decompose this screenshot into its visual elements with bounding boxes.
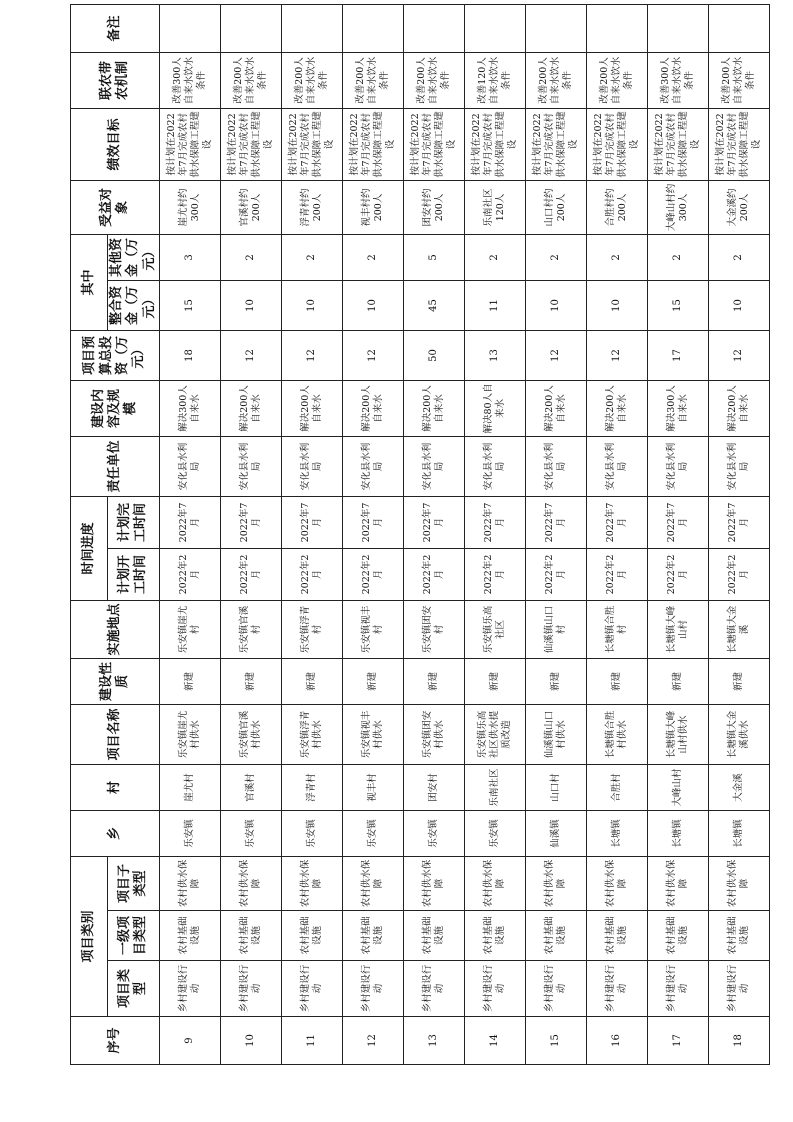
cell-beneficiary: 崖尤村约300人 (159, 180, 220, 234)
cell-content: 解决200人自来水 (525, 380, 586, 436)
cell-goal: 按计划在2022年7月完成农村供水保障工程建设 (647, 108, 708, 180)
cell-unit: 安化县水利局 (220, 436, 281, 496)
cell-remark (525, 4, 586, 52)
cell-mechanism: 改善200人自来水饮水条件 (586, 52, 647, 108)
header-level1: 一级项目类型 (108, 911, 160, 961)
cell-budget: 18 (159, 330, 220, 380)
cell-type: 乡村建设行动 (586, 961, 647, 1017)
cell-name: 长塘镇大金溪供水 (708, 704, 769, 764)
header-nature: 建设性质 (71, 658, 160, 704)
cell-budget: 12 (220, 330, 281, 380)
cell-remark (403, 4, 464, 52)
header-location: 实施地点 (71, 600, 160, 658)
cell-township: 乐安镇 (464, 810, 525, 856)
cell-type: 乡村建设行动 (647, 961, 708, 1017)
header-category: 项目类别 (71, 856, 108, 1016)
cell-goal: 按计划在2022年7月完成农村供水保障工程建设 (403, 108, 464, 180)
cell-type: 乡村建设行动 (342, 961, 403, 1017)
cell-mechanism: 改善200人自来水饮水条件 (708, 52, 769, 108)
cell-name: 乐安镇官溪村供水 (220, 704, 281, 764)
cell-subtype: 农村供水保障 (403, 856, 464, 910)
cell-remark (464, 4, 525, 52)
cell-mechanism: 改善200人自来水饮水条件 (281, 52, 342, 108)
cell-location: 乐安镇官溪村 (220, 600, 281, 658)
cell-integrated: 10 (525, 280, 586, 330)
table-row (464, 4, 525, 1064)
cell-integrated: 11 (464, 280, 525, 330)
header-among: 其中 (71, 234, 108, 330)
cell-integrated: 10 (586, 280, 647, 330)
cell-location: 乐安镇崖尤村 (159, 600, 220, 658)
cell-nature: 新建 (342, 658, 403, 704)
cell-nature: 新建 (708, 658, 769, 704)
cell-village: 山口村 (525, 764, 586, 810)
cell-unit: 安化县水利局 (464, 436, 525, 496)
cell-beneficiary: 官溪村约200人 (220, 180, 281, 234)
cell-level1: 农村基础设施 (342, 911, 403, 961)
cell-budget: 12 (525, 330, 586, 380)
cell-unit: 安化县水利局 (525, 436, 586, 496)
cell-township: 仙溪镇 (525, 810, 586, 856)
cell-village: 乐南社区 (464, 764, 525, 810)
cell-other: 2 (525, 234, 586, 280)
cell-end: 2022年7月 (525, 496, 586, 548)
cell-seq: 14 (464, 1017, 525, 1065)
cell-start: 2022年2月 (342, 548, 403, 600)
cell-subtype: 农村供水保障 (220, 856, 281, 910)
cell-name: 仙溪镇山口村供水 (525, 704, 586, 764)
cell-end: 2022年7月 (647, 496, 708, 548)
cell-township: 乐安镇 (281, 810, 342, 856)
header-unit: 责任单位 (71, 436, 160, 496)
cell-beneficiary: 浮青村约200人 (281, 180, 342, 234)
cell-beneficiary: 大峰山村约300人 (647, 180, 708, 234)
cell-name: 乐安镇崖尤村供水 (159, 704, 220, 764)
cell-other: 2 (281, 234, 342, 280)
cell-subtype: 农村供水保障 (342, 856, 403, 910)
cell-start: 2022年2月 (586, 548, 647, 600)
cell-remark (220, 4, 281, 52)
cell-beneficiary: 大金溪约200人 (708, 180, 769, 234)
cell-level1: 农村基础设施 (403, 911, 464, 961)
cell-level1: 农村基础设施 (586, 911, 647, 961)
cell-other: 2 (464, 234, 525, 280)
cell-end: 2022年7月 (281, 496, 342, 548)
cell-remark (647, 4, 708, 52)
cell-seq: 17 (647, 1017, 708, 1065)
header-remark: 备注 (71, 4, 160, 52)
cell-nature: 新建 (525, 658, 586, 704)
cell-start: 2022年2月 (403, 548, 464, 600)
cell-township: 乐安镇 (220, 810, 281, 856)
cell-nature: 新建 (220, 658, 281, 704)
cell-mechanism: 改善200人自来水饮水条件 (525, 52, 586, 108)
cell-nature: 新建 (647, 658, 708, 704)
cell-remark (586, 4, 647, 52)
cell-subtype: 农村供水保障 (525, 856, 586, 910)
table-row (586, 4, 647, 1064)
cell-budget: 17 (647, 330, 708, 380)
cell-content: 解决80人自来水 (464, 380, 525, 436)
cell-location: 乐安镇乐高社区 (464, 600, 525, 658)
cell-unit: 安化县水利局 (586, 436, 647, 496)
cell-integrated: 10 (342, 280, 403, 330)
cell-remark (159, 4, 220, 52)
cell-budget: 50 (403, 330, 464, 380)
cell-content: 解决300人自来水 (647, 380, 708, 436)
cell-beneficiary: 视丰村约200人 (342, 180, 403, 234)
cell-other: 3 (159, 234, 220, 280)
cell-location: 长塘镇合胜村 (586, 600, 647, 658)
header-other: 其他资金（万元） (108, 234, 160, 280)
cell-unit: 安化县水利局 (342, 436, 403, 496)
cell-unit: 安化县水利局 (403, 436, 464, 496)
cell-village: 视丰村 (342, 764, 403, 810)
cell-subtype: 农村供水保障 (647, 856, 708, 910)
cell-type: 乡村建设行动 (159, 961, 220, 1017)
cell-budget: 12 (586, 330, 647, 380)
cell-name: 乐安镇视丰村供水 (342, 704, 403, 764)
table-row (647, 4, 708, 1064)
cell-subtype: 农村供水保障 (586, 856, 647, 910)
project-table (70, 4, 770, 1065)
cell-unit: 安化县水利局 (159, 436, 220, 496)
cell-content: 解决200人自来水 (708, 380, 769, 436)
cell-township: 长塘镇 (708, 810, 769, 856)
cell-beneficiary: 山口村约200人 (525, 180, 586, 234)
cell-type: 乡村建设行动 (220, 961, 281, 1017)
cell-end: 2022年7月 (342, 496, 403, 548)
cell-type: 乡村建设行动 (403, 961, 464, 1017)
cell-location: 乐安镇团安村 (403, 600, 464, 658)
cell-integrated: 10 (220, 280, 281, 330)
cell-type: 乡村建设行动 (281, 961, 342, 1017)
cell-village: 合胜村 (586, 764, 647, 810)
cell-beneficiary: 团安村约200人 (403, 180, 464, 234)
cell-seq: 16 (586, 1017, 647, 1065)
cell-budget: 12 (708, 330, 769, 380)
cell-end: 2022年7月 (403, 496, 464, 548)
cell-nature: 新建 (159, 658, 220, 704)
cell-content: 解决200人自来水 (281, 380, 342, 436)
cell-unit: 安化县水利局 (647, 436, 708, 496)
cell-type: 乡村建设行动 (464, 961, 525, 1017)
header-village: 村 (71, 764, 160, 810)
table-row (708, 4, 769, 1064)
cell-integrated: 15 (159, 280, 220, 330)
cell-seq: 11 (281, 1017, 342, 1065)
cell-other: 2 (586, 234, 647, 280)
cell-end: 2022年7月 (159, 496, 220, 548)
cell-goal: 按计划在2022年7月完成农村供水保障工程建设 (342, 108, 403, 180)
cell-remark (708, 4, 769, 52)
cell-level1: 农村基础设施 (159, 911, 220, 961)
cell-township: 长塘镇 (647, 810, 708, 856)
cell-mechanism: 改善200人自来水饮水条件 (342, 52, 403, 108)
header-goal: 绩效目标 (71, 108, 160, 180)
cell-start: 2022年2月 (708, 548, 769, 600)
header-township: 乡 (71, 810, 160, 856)
cell-content: 解决200人自来水 (220, 380, 281, 436)
cell-nature: 新建 (281, 658, 342, 704)
cell-nature: 新建 (464, 658, 525, 704)
cell-location: 长塘镇大峰山村 (647, 600, 708, 658)
cell-level1: 农村基础设施 (647, 911, 708, 961)
header-seq: 序号 (71, 1017, 160, 1065)
cell-village: 大金溪 (708, 764, 769, 810)
cell-name: 长塘镇合胜村供水 (586, 704, 647, 764)
rotated-page (70, 15, 770, 1065)
cell-name: 长塘镇大峰山村供水 (647, 704, 708, 764)
cell-location: 长塘镇大金溪 (708, 600, 769, 658)
cell-village: 团安村 (403, 764, 464, 810)
cell-name: 乐安镇团安村供水 (403, 704, 464, 764)
cell-goal: 按计划在2022年7月完成农村供水保障工程建设 (525, 108, 586, 180)
cell-seq: 15 (525, 1017, 586, 1065)
header-name: 项目名称 (71, 704, 160, 764)
table-row (525, 4, 586, 1064)
cell-other: 2 (647, 234, 708, 280)
cell-mechanism: 改善300人自来水饮水条件 (647, 52, 708, 108)
cell-budget: 12 (281, 330, 342, 380)
cell-content: 解决200人自来水 (342, 380, 403, 436)
cell-remark (281, 4, 342, 52)
header-start: 计划开工时间 (108, 548, 160, 600)
cell-budget: 13 (464, 330, 525, 380)
table-row (281, 4, 342, 1064)
cell-content: 解决200人自来水 (586, 380, 647, 436)
cell-end: 2022年7月 (708, 496, 769, 548)
cell-integrated: 10 (708, 280, 769, 330)
cell-village: 浮青村 (281, 764, 342, 810)
cell-township: 乐安镇 (403, 810, 464, 856)
cell-start: 2022年2月 (159, 548, 220, 600)
cell-township: 长塘镇 (586, 810, 647, 856)
header-budget: 项目预算总投资（万元） (71, 330, 160, 380)
cell-name: 乐安镇浮青村供水 (281, 704, 342, 764)
cell-start: 2022年2月 (220, 548, 281, 600)
cell-village: 崖尤村 (159, 764, 220, 810)
cell-level1: 农村基础设施 (708, 911, 769, 961)
cell-integrated: 15 (647, 280, 708, 330)
cell-goal: 按计划在2022年7月完成农村供水保障工程建设 (281, 108, 342, 180)
cell-goal: 按计划在2022年7月完成农村供水保障工程建设 (708, 108, 769, 180)
cell-level1: 农村基础设施 (464, 911, 525, 961)
cell-start: 2022年2月 (525, 548, 586, 600)
cell-level1: 农村基础设施 (220, 911, 281, 961)
cell-level1: 农村基础设施 (525, 911, 586, 961)
cell-other: 2 (708, 234, 769, 280)
cell-nature: 新建 (403, 658, 464, 704)
cell-mechanism: 改善120人自来水饮水条件 (464, 52, 525, 108)
cell-mechanism: 改善300人自来水饮水条件 (159, 52, 220, 108)
cell-goal: 按计划在2022年7月完成农村供水保障工程建设 (464, 108, 525, 180)
cell-township: 乐安镇 (159, 810, 220, 856)
cell-location: 仙溪镇山口村 (525, 600, 586, 658)
cell-budget: 12 (342, 330, 403, 380)
cell-subtype: 农村供水保障 (464, 856, 525, 910)
cell-mechanism: 改善200人自来水饮水条件 (220, 52, 281, 108)
cell-content: 解决300人自来水 (159, 380, 220, 436)
cell-nature: 新建 (586, 658, 647, 704)
cell-subtype: 农村供水保障 (708, 856, 769, 910)
header-integrated: 整合资金（万元） (108, 280, 160, 330)
cell-unit: 安化县水利局 (281, 436, 342, 496)
cell-seq: 10 (220, 1017, 281, 1065)
table-row (159, 4, 220, 1064)
header-end: 计划完工时间 (108, 496, 160, 548)
cell-subtype: 农村供水保障 (159, 856, 220, 910)
cell-subtype: 农村供水保障 (281, 856, 342, 910)
header-content: 建设内容及规模 (71, 380, 160, 436)
cell-end: 2022年7月 (220, 496, 281, 548)
table-row (220, 4, 281, 1064)
cell-goal: 按计划在2022年7月完成农村供水保障工程建设 (220, 108, 281, 180)
cell-goal: 按计划在2022年7月完成农村供水保障工程建设 (586, 108, 647, 180)
cell-seq: 18 (708, 1017, 769, 1065)
cell-end: 2022年7月 (464, 496, 525, 548)
cell-other: 2 (342, 234, 403, 280)
cell-beneficiary: 合胜村约200人 (586, 180, 647, 234)
cell-level1: 农村基础设施 (281, 911, 342, 961)
cell-mechanism: 改善200人自来水饮水条件 (403, 52, 464, 108)
cell-goal: 按计划在2022年7月完成农村供水保障工程建设 (159, 108, 220, 180)
cell-unit: 安化县水利局 (708, 436, 769, 496)
cell-remark (342, 4, 403, 52)
cell-name: 乐安镇乐高社区供水提质改造 (464, 704, 525, 764)
cell-end: 2022年7月 (586, 496, 647, 548)
header-subtype: 项目子类型 (108, 856, 160, 910)
header-mechanism: 联农带农机制 (71, 52, 160, 108)
cell-type: 乡村建设行动 (525, 961, 586, 1017)
cell-start: 2022年2月 (647, 548, 708, 600)
cell-integrated: 45 (403, 280, 464, 330)
cell-integrated: 10 (281, 280, 342, 330)
cell-content: 解决200人自来水 (403, 380, 464, 436)
cell-seq: 12 (342, 1017, 403, 1065)
cell-village: 官溪村 (220, 764, 281, 810)
cell-other: 5 (403, 234, 464, 280)
cell-other: 2 (220, 234, 281, 280)
cell-village: 大峰山村 (647, 764, 708, 810)
cell-seq: 13 (403, 1017, 464, 1065)
header-type: 项目类型 (108, 961, 160, 1017)
cell-type: 乡村建设行动 (708, 961, 769, 1017)
cell-location: 乐安镇视丰村 (342, 600, 403, 658)
cell-location: 乐安镇浮青村 (281, 600, 342, 658)
table-row (342, 4, 403, 1064)
cell-seq: 9 (159, 1017, 220, 1065)
cell-township: 乐安镇 (342, 810, 403, 856)
header-beneficiary: 受益对象 (71, 180, 160, 234)
cell-beneficiary: 乐南社区120人 (464, 180, 525, 234)
cell-start: 2022年2月 (464, 548, 525, 600)
table-row (403, 4, 464, 1064)
cell-start: 2022年2月 (281, 548, 342, 600)
header-progress: 时间进度 (71, 496, 108, 600)
